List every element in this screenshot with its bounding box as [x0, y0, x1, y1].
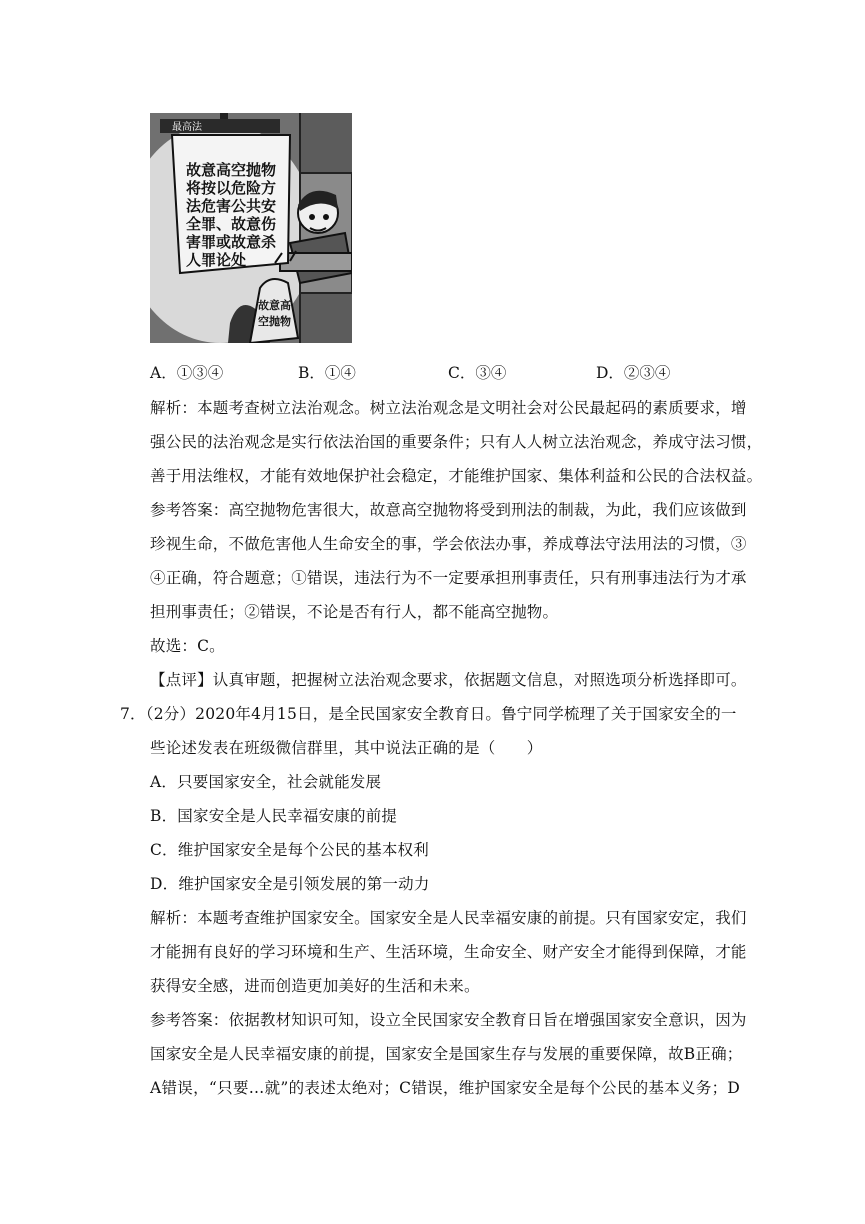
q6-answer-line-4: 担刑事责任；②错误，不论是否有行人，都不能高空抛物。 — [150, 603, 559, 621]
q7-answer-line-2: 国家安全是人民幸福安康的前提，国家安全是国家生存与发展的重要保障，故B正确； — [150, 1045, 743, 1063]
bag-label-line-1: 故意高 — [258, 299, 291, 312]
q7-analysis-line-2: 才能拥有良好的学习环境和生产、生活环境，生命安全、财产安全才能得到保障，才能 — [150, 943, 747, 961]
q6-option-b: B．①④ — [298, 364, 356, 382]
q7-analysis-line-1: 解析：本题考查维护国家安全。国家安全是人民幸福安康的前提。只有国家安定，我们 — [150, 909, 747, 927]
q7-option-b: B．国家安全是人民幸福安康的前提 — [150, 807, 398, 825]
notice-line-3: 法危害公共安 — [186, 197, 277, 215]
notice-line-2: 将按以危险方 — [186, 179, 277, 197]
notice-line-4: 全罪、故意伤 — [186, 215, 277, 233]
q6-option-d: D．②③④ — [596, 364, 671, 382]
notice-line-6: 人罪论处 — [186, 251, 247, 269]
notice-line-1: 故意高空抛物 — [186, 161, 277, 179]
cartoon-header-label: 最高法 — [172, 122, 202, 133]
q6-analysis-line-3: 善于用法维权，才能有效地保护社会稳定，才能维护国家、集体利益和公民的合法权益。 — [150, 467, 763, 485]
q7-analysis-line-3: 获得安全感，进而创造更加美好的生活和未来。 — [150, 977, 480, 995]
bag-label-line-2: 空抛物 — [258, 315, 291, 328]
q7-option-a: A．只要国家安全，社会就能发展 — [150, 773, 382, 791]
q6-comment: 【点评】认真审题，把握树立法治观念要求，依据题文信息，对照选项分析选择即可。 — [150, 671, 747, 689]
q7-answer-line-3: A错误，“只要…就”的表述太绝对；C错误，维护国家安全是每个公民的基本义务；D — [150, 1079, 740, 1097]
q7-stem-line-2: 些论述发表在班级微信群里，其中说法正确的是（ ） — [150, 739, 543, 757]
q6-option-c: C．③④ — [448, 364, 507, 382]
q6-answer-line-2: 珍视生命，不做危害他人生命安全的事，学会依法办事，养成尊法守法用法的习惯，③ — [150, 535, 747, 553]
q6-answer-line-3: ④正确，符合题意；①错误，违法行为不一定要承担刑事责任，只有刑事违法行为才承 — [150, 569, 747, 587]
q6-analysis-line-2: 强公民的法治观念是实行依法治国的重要条件；只有人人树立法治观念，养成守法习惯， — [150, 433, 763, 451]
q6-choice: 故选：C。 — [150, 637, 225, 655]
q7-option-c: C．维护国家安全是每个公民的基本权利 — [150, 841, 429, 859]
q6-answer-line-1: 参考答案：高空抛物危害很大，故意高空抛物将受到刑法的制裁，为此，我们应该做到 — [150, 501, 747, 519]
q6-option-a: A．①③④ — [150, 364, 224, 382]
q7-option-d: D．维护国家安全是引领发展的第一动力 — [150, 875, 430, 893]
cartoon-illustration — [150, 113, 352, 343]
notice-line-5: 害罪或故意杀 — [186, 233, 277, 251]
q6-analysis-line-1: 解析：本题考查树立法治观念。树立法治观念是文明社会对公民最起码的素质要求，增 — [150, 399, 747, 417]
q7-stem-line-1: 7．（2分）2020年4月15日，是全民国家安全教育日。鲁宁同学梳理了关于国家安全的一 — [120, 705, 737, 723]
q7-answer-line-1: 参考答案：依据教材知识可知，设立全民国家安全教育日旨在增强国家安全意识，因为 — [150, 1011, 747, 1029]
cartoon-svg — [150, 113, 352, 343]
